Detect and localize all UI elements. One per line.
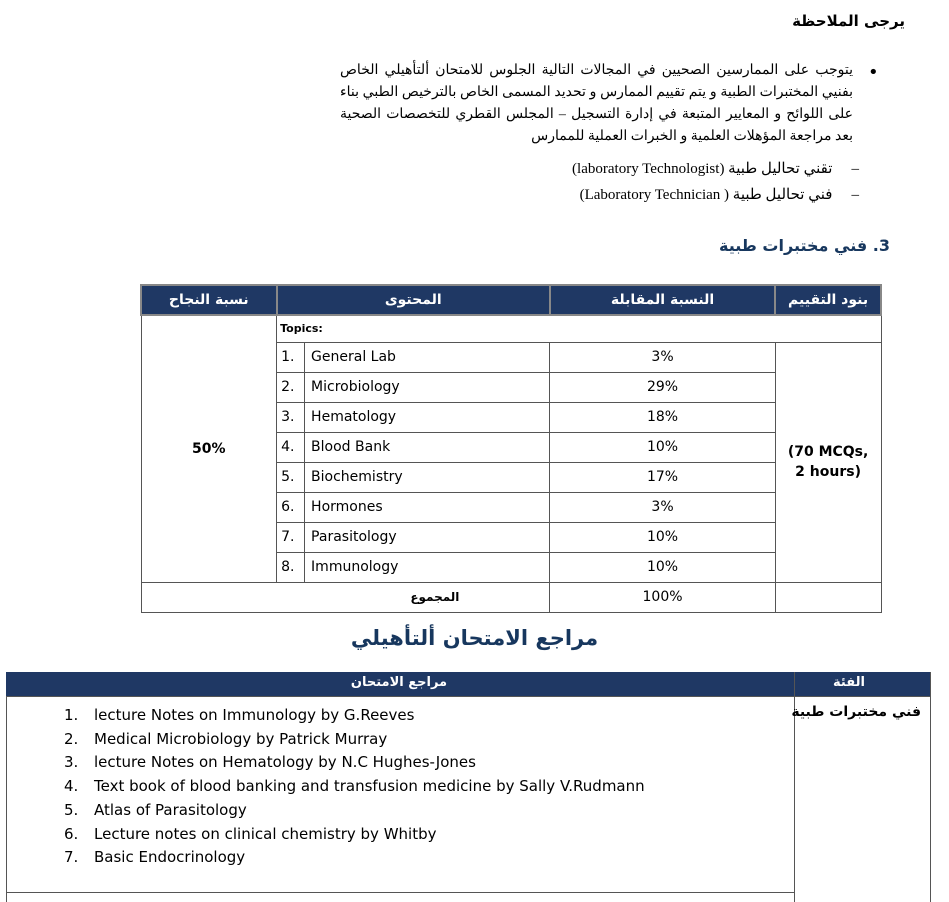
header-underline: [6, 696, 931, 697]
row-topic: General Lab: [305, 342, 550, 372]
note-paragraph: يتوجب على الممارسين الصحيين في المجالات التالية الجلوس للامتحان ألتأهيلي الخاص بفنيي المختبرات الطبية و يتم تقييم الممارس و تحديد المسمى الخاص بالترخيص الطبي بناء على اللوائح و المعايير المتبعة في إدارة التسجيل – المجلس القطري للتخصصات الصحية بعد مراجعة المؤهلات العلمية و الخبرات العملية للممارس: [340, 63, 853, 144]
note-item-2: [580, 184, 859, 204]
ref-text: lecture Notes on Hematology by N.C Hughes-Jones: [94, 753, 476, 772]
row-num: 8.: [277, 552, 305, 582]
topics-row: [141, 315, 881, 342]
total-label: المجموع: [141, 582, 550, 612]
ref-num: 1.: [64, 706, 79, 724]
header-content: المحتوى: [277, 285, 550, 315]
row-pct: 10%: [550, 552, 775, 582]
row-num: 1.: [277, 342, 305, 372]
exam-table: [140, 284, 882, 613]
header-pass: نسبة النجاح: [141, 285, 277, 315]
pass-rate: 50%: [141, 315, 277, 582]
note-item-text: فني تحاليل طبية ( Laboratory Technician): [579, 187, 833, 203]
list-item: [64, 751, 645, 775]
references-list: [64, 704, 645, 870]
total-row: [141, 582, 881, 612]
row-num: 3.: [277, 402, 305, 432]
row-num: 4.: [277, 432, 305, 462]
list-item: [64, 704, 645, 728]
row-pct: 29%: [550, 372, 775, 402]
row-topic: Microbiology: [305, 372, 550, 402]
row-pct: 3%: [550, 342, 775, 372]
ref-num: 3.: [64, 753, 79, 772]
note-item-text: تقني تحاليل طبية (laboratory Technologist): [572, 161, 833, 177]
ref-num: 5.: [64, 800, 79, 819]
topics-label: Topics:: [277, 315, 881, 342]
evaluation-cell: (70 MCQs, 2 hours): [775, 342, 881, 582]
ref-border-bottom: [6, 892, 794, 893]
ref-text: Text book of blood banking and transfusion medicine by Sally V.Rudmann: [94, 777, 645, 796]
references-header: [6, 672, 931, 696]
ref-num: 2.: [64, 729, 79, 748]
row-pct: 17%: [550, 462, 775, 492]
list-item: [64, 799, 645, 823]
header-items: بنود التقييم: [775, 285, 881, 315]
ref-text: Lecture notes on clinical chemistry by Whitby: [94, 824, 437, 843]
row-num: 5.: [277, 462, 305, 492]
row-topic: Blood Bank: [305, 432, 550, 462]
exam-table-header: [141, 285, 881, 315]
list-item: [64, 728, 645, 752]
row-pct: 10%: [550, 432, 775, 462]
ref-border-right: [930, 672, 931, 902]
row-topic: Hormones: [305, 492, 550, 522]
section-title: 3. فني مختبرات طبية: [719, 236, 890, 255]
row-num: 7.: [277, 522, 305, 552]
ref-num: 4.: [64, 777, 79, 796]
ref-text: lecture Notes on Immunology by G.Reeves: [94, 706, 415, 724]
dash-icon: –: [851, 187, 859, 203]
ref-num: 6.: [64, 824, 79, 843]
ref-num: 7.: [64, 848, 79, 867]
row-num: 2.: [277, 372, 305, 402]
ref-text: Basic Endocrinology: [94, 848, 246, 867]
total-pct: 100%: [550, 582, 775, 612]
row-topic: Immunology: [305, 552, 550, 582]
ref-text: Atlas of Parasitology: [94, 800, 247, 819]
row-num: 6.: [277, 492, 305, 522]
row-pct: 18%: [550, 402, 775, 432]
dash-icon: –: [851, 161, 859, 177]
header-percentage: النسبة المقابلة: [550, 285, 775, 315]
row-pct: 10%: [550, 522, 775, 552]
list-item: [64, 775, 645, 799]
note-title: يرجى الملاحظة: [792, 12, 905, 30]
ref-border-left: [6, 696, 7, 902]
category-label: فني مختبرات طبية: [791, 704, 921, 720]
note-item-1: [572, 158, 859, 178]
header-refs: مراجع الامتحان: [350, 675, 448, 690]
row-topic: Parasitology: [305, 522, 550, 552]
ref-text: Medical Microbiology by Patrick Murray: [94, 729, 388, 748]
total-empty: [775, 582, 881, 612]
header-category: الفئة: [833, 675, 865, 690]
references-title: مراجع الامتحان ألتأهيلي: [350, 626, 599, 650]
row-topic: Hematology: [305, 402, 550, 432]
row-pct: 3%: [550, 492, 775, 522]
list-item: [64, 846, 645, 870]
list-item: [64, 823, 645, 847]
bullet-icon: •: [868, 62, 879, 83]
row-topic: Biochemistry: [305, 462, 550, 492]
